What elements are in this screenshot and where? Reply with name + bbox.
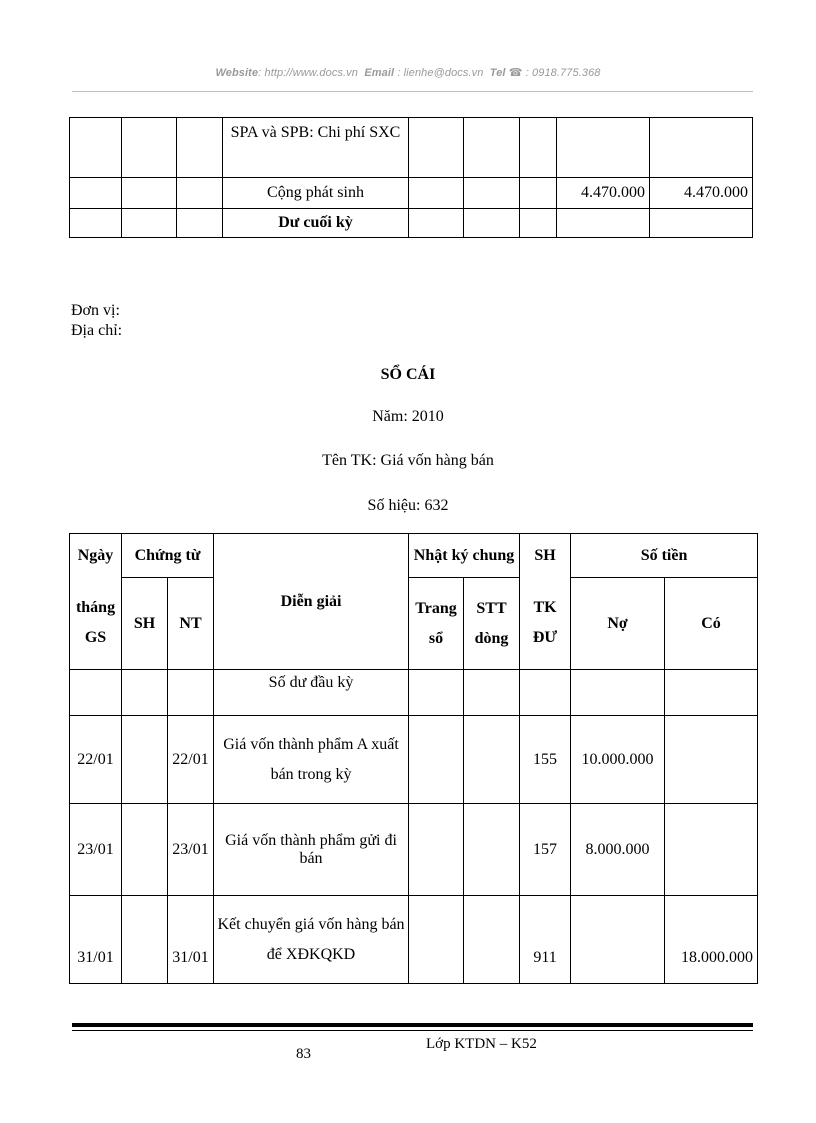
table-row — [70, 804, 758, 896]
ledger-year: Năm: 2010 — [372, 408, 444, 425]
row-description: Dư cuối kỳ — [223, 209, 409, 238]
cell-debit — [571, 670, 665, 716]
table-row — [70, 178, 753, 209]
col-account-subheader — [520, 578, 571, 670]
col-sh-header: SH — [122, 578, 168, 670]
description-line2: để XĐKQKD — [266, 945, 356, 963]
line-header-line1: STT — [476, 599, 507, 617]
email-value[interactable]: : lienhe@docs.vn — [394, 67, 484, 79]
tel-value: ☎ : 0918.775.368 — [505, 67, 601, 79]
email-label: Email — [364, 67, 395, 79]
col-date-header: Ngày — [70, 534, 122, 578]
cell-sh — [122, 896, 168, 984]
account-header-line2: TK — [533, 599, 557, 617]
cell-nt: 22/01 — [168, 716, 214, 804]
cell-line — [464, 670, 520, 716]
cell-page — [409, 716, 464, 804]
description-line1: Kết chuyển giá vốn hàng bán — [217, 915, 405, 933]
col-description-header: Diễn giải — [214, 534, 409, 670]
account-name: Tên TK: Giá vốn hàng bán — [322, 452, 494, 469]
cell-page — [409, 804, 464, 896]
col-amount-header: Số tiền — [571, 534, 758, 578]
row-description: Cộng phát sinh — [223, 178, 409, 209]
cell-date: 22/01 — [70, 716, 122, 804]
cell-sh — [122, 716, 168, 804]
cell-description — [214, 804, 409, 896]
address-label: Địa chỉ: — [71, 322, 123, 339]
page-number: 83 — [296, 1046, 311, 1062]
cell-credit — [665, 670, 758, 716]
cell-line — [464, 716, 520, 804]
ledger-title: SỔ CÁI — [380, 366, 436, 383]
col-line-header — [464, 578, 520, 670]
cell-debit: 8.000.000 — [571, 804, 665, 896]
col-account-header: SH — [520, 534, 571, 578]
header-row — [70, 578, 758, 670]
cell-credit — [665, 804, 758, 896]
col-debit-header: Nợ — [571, 578, 665, 670]
description-line1: Giá vốn thành phẩm gửi đi bán — [225, 831, 397, 867]
description-line1: Số dư đầu kỳ — [268, 674, 354, 691]
cell-line — [464, 896, 520, 984]
page-header-line2: sổ — [428, 629, 444, 647]
cell-credit: 18.000.000 — [665, 896, 758, 984]
website-url[interactable]: : http://www.docs.vn — [258, 67, 358, 79]
page-header-line1: Trang — [415, 599, 457, 617]
cell-page — [409, 670, 464, 716]
cell-debit — [571, 896, 665, 984]
cell-account: 911 — [520, 896, 571, 984]
cell-sh — [122, 670, 168, 716]
table-row — [70, 118, 753, 178]
header-divider — [72, 91, 753, 92]
table-row — [70, 670, 758, 716]
footer-divider-thick — [72, 1023, 753, 1027]
table-row — [70, 209, 753, 238]
class-label: Lớp KTDN – K52 — [426, 1036, 537, 1052]
account-header-line3: ĐƯ — [532, 629, 558, 647]
cell-description — [214, 896, 409, 984]
cell-page — [409, 896, 464, 984]
col-date-subheader — [70, 578, 122, 670]
cell-nt: 23/01 — [168, 804, 214, 896]
col-journal-header: Nhật ký chung — [409, 534, 520, 578]
tel-label: Tel — [489, 67, 506, 79]
page-header — [0, 66, 816, 79]
cell-account: 157 — [520, 804, 571, 896]
header-row — [70, 534, 758, 578]
cell-sh — [122, 804, 168, 896]
cell-description — [214, 670, 409, 716]
general-ledger-table — [69, 533, 758, 984]
footer-divider-thin — [72, 1030, 753, 1031]
cell-date — [70, 670, 122, 716]
cell-credit — [665, 716, 758, 804]
cell-date: 31/01 — [70, 896, 122, 984]
cell-nt: 31/01 — [168, 896, 214, 984]
col-voucher-header: Chứng từ — [122, 534, 214, 578]
row-description: SPA và SPB: Chi phí SXC — [223, 118, 409, 178]
line-header-line2: dòng — [474, 629, 509, 647]
col-page-header — [409, 578, 464, 670]
cell-description — [214, 716, 409, 804]
description-line2: bán trong kỳ — [270, 765, 352, 783]
description-line1: Giá vốn thành phẩm A xuất — [223, 735, 399, 753]
debit-total: 4.470.000 — [557, 178, 650, 209]
website-label: Website — [215, 67, 259, 79]
cell-nt — [168, 670, 214, 716]
cell-date: 23/01 — [70, 804, 122, 896]
col-credit-header: Có — [665, 578, 758, 670]
cell-account — [520, 670, 571, 716]
date-header-line3: GS — [84, 629, 107, 647]
cell-account: 155 — [520, 716, 571, 804]
previous-ledger-table — [69, 117, 753, 238]
table-row — [70, 896, 758, 984]
table-row — [70, 716, 758, 804]
account-number: Số hiệu: 632 — [367, 497, 449, 514]
unit-label: Đơn vị: — [71, 302, 120, 319]
col-nt-header: NT — [168, 578, 214, 670]
date-header-line2: tháng — [75, 599, 116, 617]
cell-debit: 10.000.000 — [571, 716, 665, 804]
credit-total: 4.470.000 — [650, 178, 753, 209]
cell-line — [464, 804, 520, 896]
